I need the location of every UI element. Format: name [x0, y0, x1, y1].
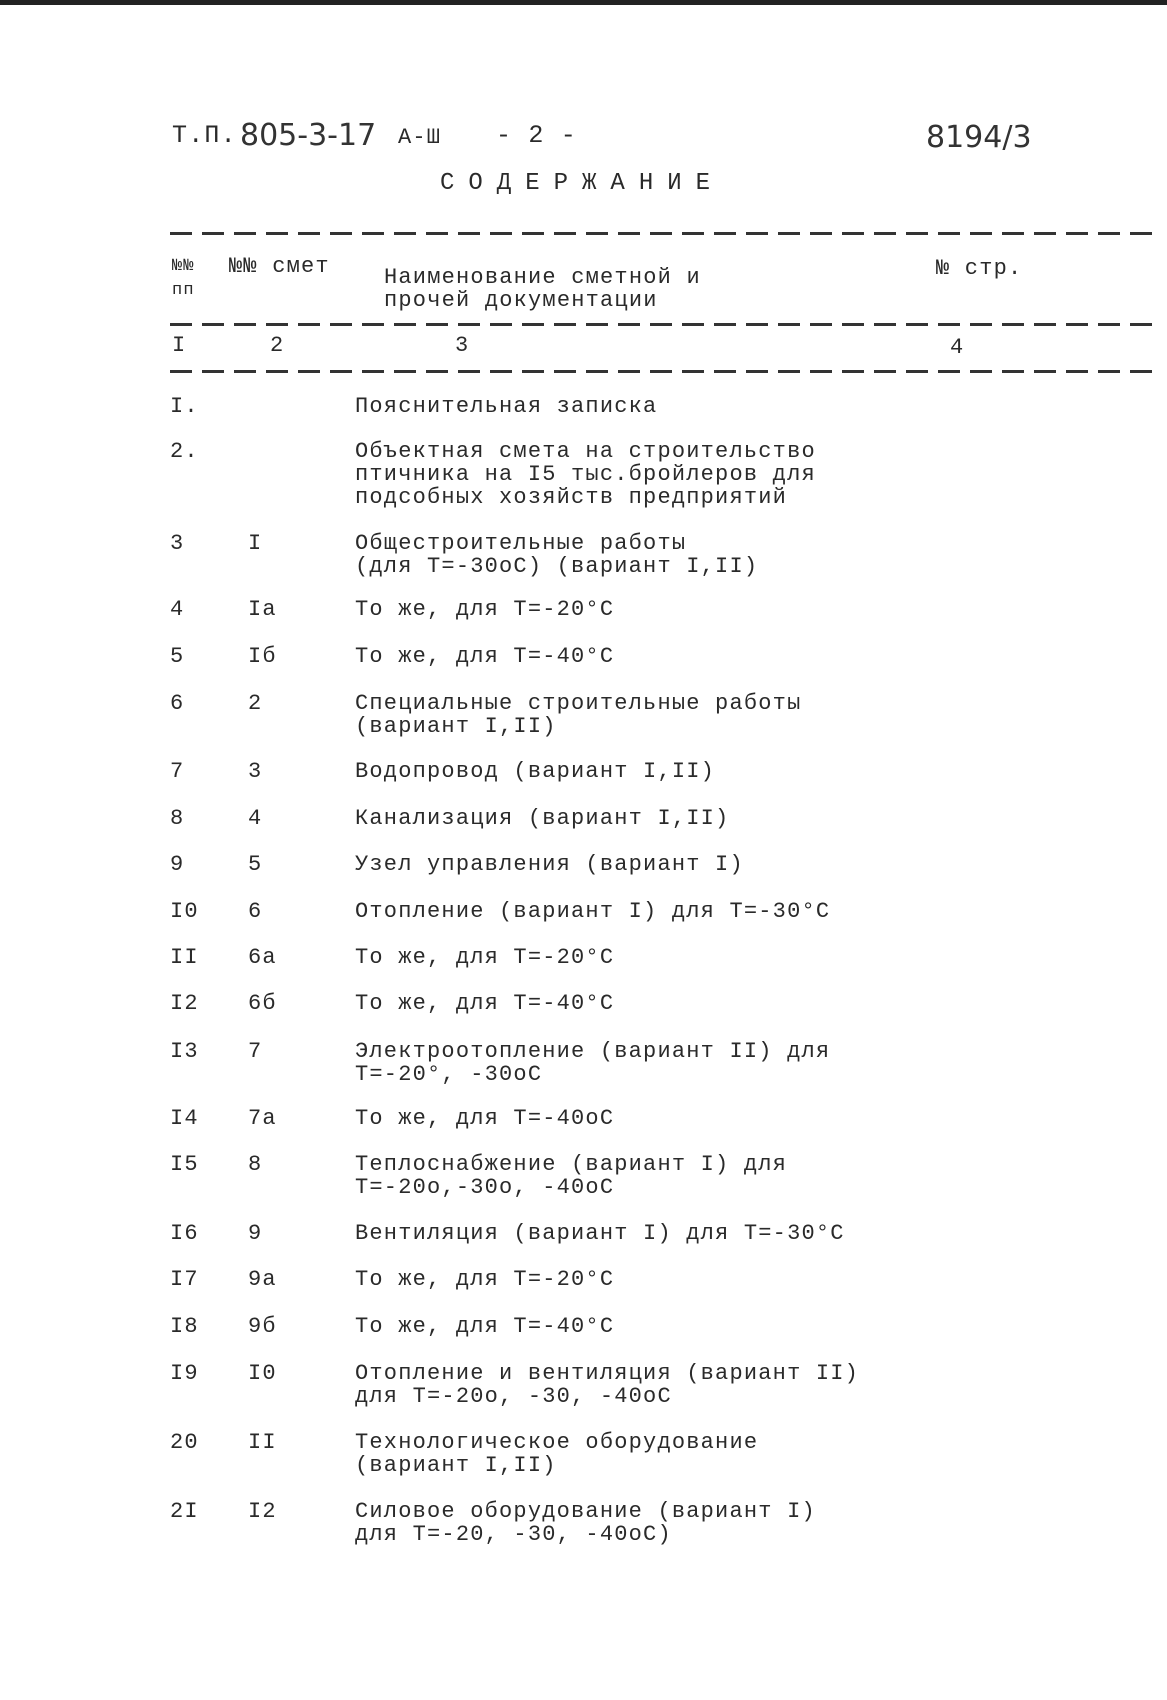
document-name	[355, 532, 758, 578]
document-name	[355, 1431, 758, 1477]
document-name	[355, 807, 729, 830]
document-name-line: Силовое оборудование (вариант I)	[355, 1499, 816, 1524]
document-name-line: Вентиляция (вариант I) для Т=-30°С	[355, 1221, 845, 1246]
col-estimate-header: №№ смет	[229, 254, 330, 279]
col-index-1: I	[172, 333, 187, 358]
document-name	[355, 1107, 614, 1130]
estimate-number: 4	[248, 806, 263, 831]
document-name-line: Отопление (вариант I) для Т=-30°С	[355, 899, 831, 924]
document-name	[355, 692, 801, 738]
document-name	[355, 992, 614, 1015]
document-name-line: Пояснительная записка	[355, 394, 658, 419]
estimate-number: 6б	[248, 991, 277, 1016]
document-name	[355, 760, 715, 783]
row-number: 2I	[170, 1499, 199, 1524]
document-name-line: Специальные строительные работы	[355, 691, 802, 716]
document-name	[355, 1040, 830, 1086]
estimate-number: 7а	[248, 1106, 277, 1131]
estimate-number: 6	[248, 899, 263, 924]
document-name	[355, 1500, 816, 1546]
row-number: 7	[170, 759, 185, 784]
document-name	[355, 395, 657, 418]
row-number: I8	[170, 1314, 199, 1339]
page-number: - 2 -	[496, 121, 578, 150]
scan-edge	[0, 0, 1167, 5]
estimate-number: II	[248, 1430, 277, 1455]
estimate-number: Iб	[248, 644, 277, 669]
document-name-line: (вариант I,II)	[355, 714, 557, 739]
estimate-number: 9	[248, 1221, 263, 1246]
estimate-number: I0	[248, 1361, 277, 1386]
document-name-line: птичника на I5 тыс.бройлеров для	[355, 462, 816, 487]
document-name	[355, 1315, 614, 1338]
document-name-line: Объектная смета на строительство	[355, 439, 816, 464]
doc-code: Т.П.	[172, 121, 237, 150]
document-name	[355, 645, 614, 668]
document-name-line: То же, для Т=-40°С	[355, 644, 615, 669]
row-number: I4	[170, 1106, 199, 1131]
document-name-line: Общестроительные работы	[355, 531, 687, 556]
document-name	[355, 1153, 787, 1199]
row-number: I5	[170, 1152, 199, 1177]
document-name-line: Электроотопление (вариант II) для	[355, 1039, 831, 1064]
divider	[170, 370, 1160, 373]
col-index-4: 4	[950, 335, 965, 360]
estimate-number: 7	[248, 1039, 263, 1064]
row-number: 9	[170, 852, 185, 877]
document-name-line: Т=-20°, -30оС	[355, 1062, 543, 1087]
row-number: 5	[170, 644, 185, 669]
col-name-header: Наименование сметной и прочей документации	[384, 265, 701, 313]
document-name	[355, 946, 614, 969]
row-number: 3	[170, 531, 185, 556]
document-name	[355, 1268, 614, 1291]
document-name-line: подсобных хозяйств предприятий	[355, 485, 788, 510]
album: А-Ш	[398, 125, 442, 150]
col-index-3: 3	[455, 333, 470, 358]
document-name-line: Теплоснабжение (вариант I) для	[355, 1152, 788, 1177]
row-number: 6	[170, 691, 185, 716]
row-number: I6	[170, 1221, 199, 1246]
document-name	[355, 1362, 859, 1408]
document-name	[355, 900, 830, 923]
col-page-header: № стр.	[936, 256, 1023, 281]
document-name-line: То же, для Т=-20°С	[355, 1267, 615, 1292]
estimate-number: 9а	[248, 1267, 277, 1292]
document-name-line: То же, для Т=-40°С	[355, 1314, 615, 1339]
divider	[170, 323, 1160, 326]
document-name-line: Технологическое оборудование	[355, 1430, 759, 1455]
document-name-line: То же, для Т=-40°С	[355, 991, 615, 1016]
document-name-line: То же, для Т=-20°С	[355, 945, 615, 970]
row-number: I2	[170, 991, 199, 1016]
row-number: I7	[170, 1267, 199, 1292]
row-number: I3	[170, 1039, 199, 1064]
document-name	[355, 853, 744, 876]
row-number: 20	[170, 1430, 199, 1455]
estimate-number: 2	[248, 691, 263, 716]
col-num-header: №№ пп	[172, 257, 195, 300]
row-number: I.	[170, 394, 199, 419]
estimate-number: 9б	[248, 1314, 277, 1339]
document-name-line: Водопровод (вариант I,II)	[355, 759, 716, 784]
estimate-number: 8	[248, 1152, 263, 1177]
page-title: СОДЕРЖАНИЕ	[440, 170, 725, 197]
document-name	[355, 598, 614, 621]
document-name-line: Канализация (вариант I,II)	[355, 806, 730, 831]
estimate-number: 5	[248, 852, 263, 877]
row-number: I9	[170, 1361, 199, 1386]
document-name	[355, 1222, 845, 1245]
document-name-line: для Т=-20, -30, -40оС)	[355, 1522, 672, 1547]
row-number: I0	[170, 899, 199, 924]
document-name-line: Т=-20о,-30о, -40оС	[355, 1175, 615, 1200]
divider	[170, 232, 1160, 235]
doc-number: 805-3-17	[240, 118, 377, 153]
document-name-line: (вариант I,II)	[355, 1453, 557, 1478]
estimate-number: 3	[248, 759, 263, 784]
row-number: 4	[170, 597, 185, 622]
document-name-line: То же, для Т=-40оС	[355, 1106, 615, 1131]
row-number: 2.	[170, 439, 199, 464]
estimate-number: I2	[248, 1499, 277, 1524]
estimate-number: I	[248, 531, 263, 556]
document-name-line: для Т=-20о, -30, -40оС	[355, 1384, 672, 1409]
estimate-number: 6а	[248, 945, 277, 970]
inventory-number: 8194/3	[926, 120, 1032, 155]
estimate-number: Iа	[248, 597, 277, 622]
document-name-line: Узел управления (вариант I)	[355, 852, 744, 877]
row-number: 8	[170, 806, 185, 831]
document-name-line: То же, для Т=-20°С	[355, 597, 615, 622]
document-name	[355, 440, 816, 509]
row-number: II	[170, 945, 199, 970]
col-index-2: 2	[270, 333, 285, 358]
document-name-line: (для Т=-30оС) (вариант I,II)	[355, 554, 759, 579]
document-name-line: Отопление и вентиляция (вариант II)	[355, 1361, 860, 1386]
